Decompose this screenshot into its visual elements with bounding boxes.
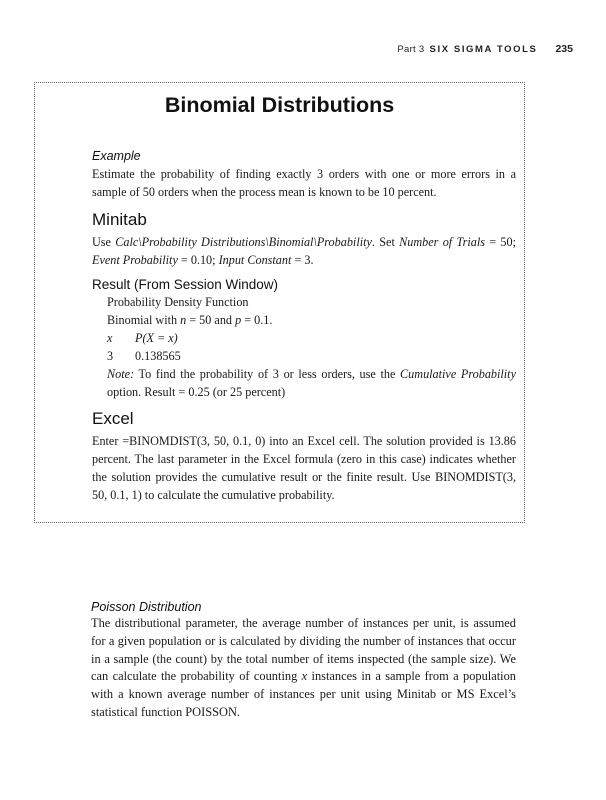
result-table-header xyxy=(107,329,516,347)
result-line-2 xyxy=(107,311,516,329)
minitab-menu-path: Calc\Probability Distributions\Binomial\Probability xyxy=(115,235,372,249)
section-title: SIX SIGMA TOOLS xyxy=(429,44,538,55)
example-label: Example xyxy=(92,149,141,163)
minitab-set: . Set xyxy=(371,235,400,249)
p-variable: p xyxy=(235,313,242,327)
val-x: 3 xyxy=(107,349,114,363)
excel-heading: Excel xyxy=(92,409,134,428)
example-text: Estimate the probability of finding exactly 3 orders with one or more errors in a sample of 50 orders when the process mean is known to be 10 percent. xyxy=(92,167,516,199)
page-number: 235 xyxy=(555,43,573,55)
constant-label: Input Constant xyxy=(218,253,292,267)
poisson-text-post: instances in a sample from a population with a known average number of instances per unit using Minitab or MS Excel’s statistical function POISSON. xyxy=(91,669,517,719)
box-content xyxy=(92,149,516,504)
trials-value: = 50; xyxy=(484,235,517,249)
note-option: Cumulative Probability xyxy=(400,367,516,381)
poisson-heading: Poisson Distribution xyxy=(91,600,202,614)
minitab-use: Use xyxy=(92,235,116,249)
constant-value: = 3. xyxy=(291,253,314,267)
line2-mid: = 50 and xyxy=(186,313,236,327)
n-variable: n xyxy=(180,313,187,327)
x-variable: x xyxy=(301,669,308,684)
excel-text: Enter =BINOMDIST(3, 50, 0.1, 0) into an Excel cell. The solution provided is 13.86 percent. The last parameter in the Excel formula (zero in this case) indicates whether the solution provides the cumulative result or the finite result. Use BINOMDIST(3, 50, 0.1, 1) to calculate the cumulative probability. xyxy=(92,434,516,502)
note-label: Note: xyxy=(107,367,135,381)
col-px: P(X = x) xyxy=(135,331,178,345)
line2-post: = 0.1. xyxy=(241,313,273,327)
part-label: Part 3 xyxy=(397,44,425,55)
poisson-section xyxy=(91,600,516,722)
result-table-row xyxy=(107,347,516,365)
minitab-instructions xyxy=(92,233,516,269)
result-line-1: Probability Density Function xyxy=(107,295,249,309)
result-note xyxy=(107,365,516,401)
line2-pre: Binomial with xyxy=(107,313,181,327)
note-post: option. Result = 0.25 (or 25 percent) xyxy=(107,385,286,399)
trials-label: Number of Trials xyxy=(399,235,485,249)
poisson-text-pre: The distributional parameter, the average number of instances per unit, is assumed for a given population or is calculated by dividing the number of instances that occur in a sample (the count) by the total number of items inspected (the sample size). We can calculate the probability of counting xyxy=(91,616,516,684)
binomial-sidebar-box xyxy=(34,82,525,523)
val-px: 0.138565 xyxy=(135,349,181,363)
poisson-text xyxy=(91,615,516,722)
result-output xyxy=(92,293,516,401)
col-x: x xyxy=(107,331,113,345)
result-heading: Result (From Session Window) xyxy=(92,277,279,292)
minitab-heading: Minitab xyxy=(92,210,147,229)
running-head xyxy=(397,43,573,55)
note-pre: To find the probability of 3 or less orders, use the xyxy=(134,367,401,381)
box-title: Binomial Distributions xyxy=(164,93,395,117)
probability-label: Event Probability xyxy=(92,253,178,267)
probability-value: = 0.10; xyxy=(177,253,219,267)
